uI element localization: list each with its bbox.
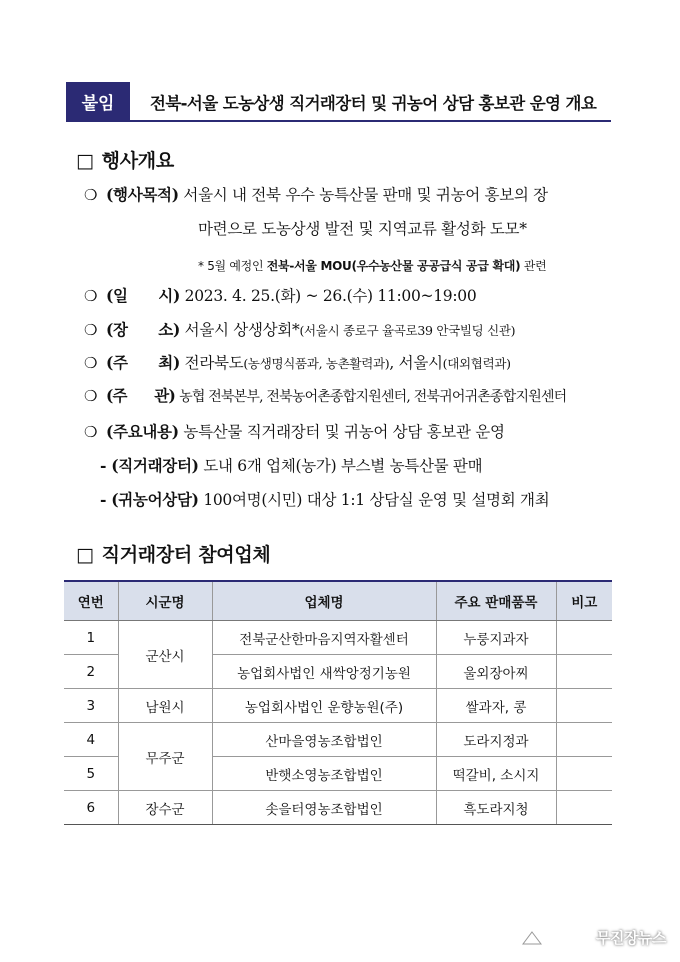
host-row [84, 351, 511, 373]
cell-no: 4 [64, 723, 118, 757]
section-title-text: 행사개요 [101, 150, 174, 172]
purpose-text-line2: 마련으로 도농상생 발전 및 지역교류 활성화 도모* [198, 220, 527, 238]
cell-no: 1 [64, 621, 118, 655]
circle-bullet-icon: ❍ [84, 387, 97, 405]
cell-city: 무주군 [118, 723, 212, 791]
cell-city: 남원시 [118, 689, 212, 723]
watermark-text: 무진장뉴스 [596, 929, 666, 947]
date-label: (일 시) [106, 286, 180, 305]
cell-city: 장수군 [118, 791, 212, 825]
table-row [64, 621, 612, 655]
direct-market-row [100, 454, 482, 476]
purpose-row-continued [198, 217, 527, 239]
cell-no: 3 [64, 689, 118, 723]
document-header [66, 82, 611, 122]
watermark-logo-icon [522, 931, 542, 945]
cell-no: 5 [64, 757, 118, 791]
circle-bullet-icon: ❍ [84, 423, 98, 441]
host-detail-2: (대외협력과) [442, 356, 511, 371]
content-label: (주요내용) [106, 422, 179, 441]
organizer-row [84, 384, 566, 406]
table-row [64, 791, 612, 825]
cell-note [556, 723, 612, 757]
circle-bullet-icon: ❍ [84, 354, 98, 372]
cell-item: 울외장아찌 [436, 655, 556, 689]
farming-consult-value: 100여명(시민) 대상 1:1 상담실 운영 및 설명회 개최 [203, 491, 550, 509]
organizer-label: (주 관) [106, 386, 175, 405]
cell-item: 흑도라지청 [436, 791, 556, 825]
square-bullet-icon: □ [76, 150, 94, 172]
content-value: 농특산물 직거래장터 및 귀농어 상담 홍보관 운영 [183, 423, 505, 441]
host-label: (주 최) [106, 353, 180, 372]
direct-market-value: 도내 6개 업체(농가) 부스별 농특산물 판매 [203, 457, 483, 475]
cell-item: 쌀과자, 콩 [436, 689, 556, 723]
direct-market-label: - (직거래장터) [100, 456, 199, 475]
header-note: 비고 [556, 581, 612, 621]
cell-note [556, 757, 612, 791]
document-title: 전북-서울 도농상생 직거래장터 및 귀농어 상담 홍보관 운영 개요 [150, 94, 597, 113]
cell-note [556, 655, 612, 689]
cell-note [556, 689, 612, 723]
cell-company: 농업회사법인 새싹앙정기농원 [212, 655, 436, 689]
place-detail: (서울시 종로구 율곡로39 안국빌딩 신관) [299, 323, 516, 338]
place-row [84, 318, 515, 340]
cell-item: 누룽지과자 [436, 621, 556, 655]
farming-consult-label: - (귀농어상담) [100, 490, 199, 509]
cell-item: 떡갈비, 소시지 [436, 757, 556, 791]
header-no: 연번 [64, 581, 118, 621]
footnote-bold: 전북-서울 MOU(우수농산물 공공급식 공급 확대) [266, 259, 521, 273]
cell-item: 도라지정과 [436, 723, 556, 757]
cell-company: 솟을터영농조합법인 [212, 791, 436, 825]
section-title-overview [76, 146, 174, 173]
host-detail-1: (농생명식품과, 농촌활력과) [243, 356, 390, 371]
circle-bullet-icon: ❍ [84, 287, 98, 305]
header-city: 시군명 [118, 581, 212, 621]
vendor-table [64, 580, 612, 825]
cell-note [556, 621, 612, 655]
purpose-footnote [198, 257, 546, 274]
host-value-2: 서울시 [398, 354, 443, 372]
date-value: 2023. 4. 25.(화) ~ 26.(수) 11:00~19:00 [184, 287, 477, 305]
section-title-text: 직거래장터 참여업체 [101, 544, 271, 566]
footnote-suffix: 관련 [520, 259, 547, 273]
header-item: 주요 판매품목 [436, 581, 556, 621]
purpose-label: (행사목적) [106, 185, 179, 204]
cell-city: 군산시 [118, 621, 212, 689]
content-row [84, 420, 505, 442]
section-title-vendors [76, 540, 270, 567]
table-row [64, 723, 612, 757]
square-bullet-icon: □ [76, 544, 94, 566]
cell-no: 2 [64, 655, 118, 689]
header-divider [66, 120, 611, 122]
host-separator: , [389, 354, 399, 372]
organizer-value: 농협 전북본부, 전북농어촌종합지원센터, 전북귀어귀촌종합지원센터 [179, 389, 567, 405]
cell-no: 6 [64, 791, 118, 825]
farming-consult-row [100, 488, 549, 510]
purpose-text-line1: 서울시 내 전북 우수 농특산물 판매 및 귀농어 홍보의 장 [183, 186, 548, 204]
footnote-prefix: * 5월 예정인 [198, 259, 267, 273]
table-header-row [64, 581, 612, 621]
cell-company: 산마을영농조합법인 [212, 723, 436, 757]
cell-company: 반햇소영농조합법인 [212, 757, 436, 791]
cell-note [556, 791, 612, 825]
date-row [84, 284, 476, 306]
place-label: (장 소) [106, 320, 180, 339]
cell-company: 농업회사법인 운향농원(주) [212, 689, 436, 723]
purpose-row [84, 183, 548, 205]
place-value: 서울시 상생상회* [184, 321, 300, 339]
attachment-badge: 붙임 [66, 82, 130, 120]
circle-bullet-icon: ❍ [84, 321, 98, 339]
host-value-1: 전라북도 [184, 354, 244, 372]
header-company: 업체명 [212, 581, 436, 621]
circle-bullet-icon: ❍ [84, 186, 98, 204]
cell-company: 전북군산한마음지역자활센터 [212, 621, 436, 655]
table-row [64, 689, 612, 723]
